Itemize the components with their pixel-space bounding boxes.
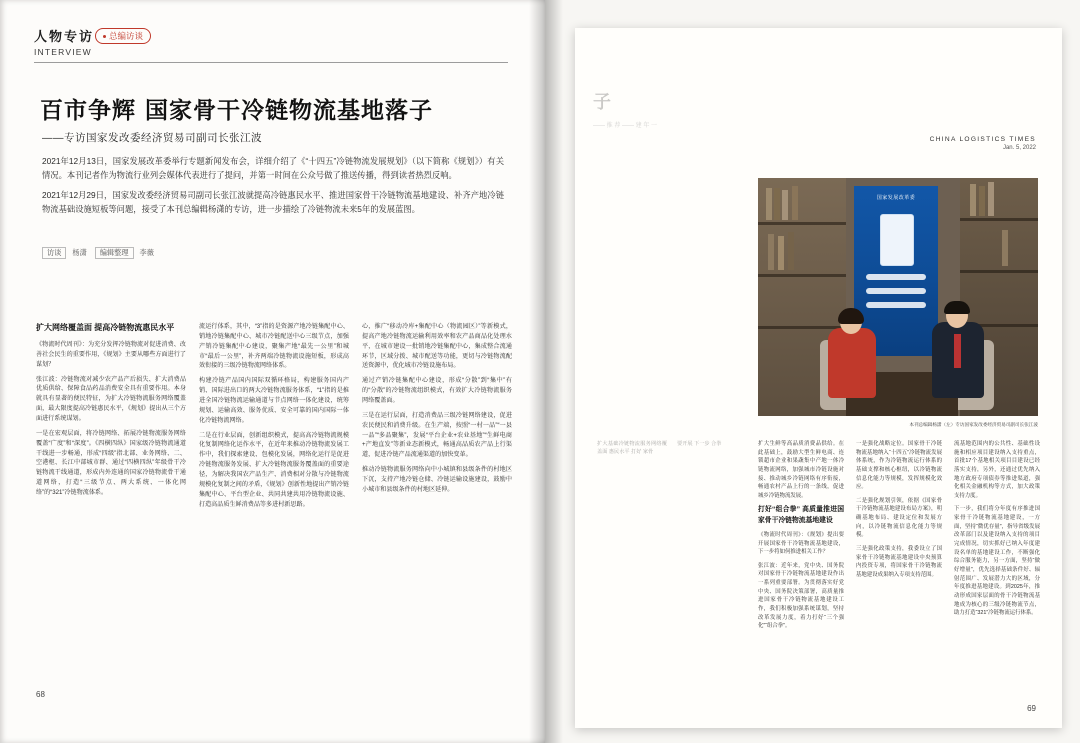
interview-photo bbox=[758, 178, 1038, 416]
body-paragraph: 三是在运行层面，打造消费品三级冷链网络建设，促进农民便民和消费升级。在生产端，按照“一村一品”“一县一品”“多品聚集”，发展“平台企业+农业基地”“生鲜电商+产地直发”等新业态新模式，畅通高品质农产品上行渠道，促进冷链产品流通渠道的加快变革。 bbox=[362, 411, 512, 459]
magazine-date: Jan. 5, 2022 bbox=[1002, 145, 1036, 151]
body-paragraph: 扩大生鲜等高品质消费品供给。在此基础上，鼓励大型生鲜电商、连锁超市企业和果蔬集中产地一体冷链物流网络，加强城市冷链设施对接、推动城乡冷链网络有序衔接，畅通农村产品上行的一条线，促进城乡冷链物流发展。 bbox=[758, 441, 844, 499]
interviewer-person bbox=[826, 302, 878, 398]
credit-label-interviewer: 访谈 bbox=[42, 247, 66, 259]
body-paragraph: 《物流时代周刊》：《规划》提出要开展国家骨干冷链物流基地建设，下一步将如何推进相关工作？ bbox=[758, 531, 844, 556]
section-title-cn: 人物专访 bbox=[34, 29, 95, 44]
right-body-column-1 bbox=[758, 440, 844, 700]
body-paragraph: 三是强化政策支持，我委设立了国家骨干冷链物流基地建设中央预算内投资专项，将国家骨干冷链物流基地建设成果纳入专项支持范围。 bbox=[856, 546, 942, 578]
section-tag-badge bbox=[95, 28, 151, 44]
left-body-columns bbox=[36, 322, 514, 692]
article-subheadline: ——专访国家发改委经济贸易司副司长张江波 bbox=[42, 132, 262, 144]
body-paragraph: 张江波：近年来，党中央、国务院对国家骨干冷链物流基地建设作出一系列重要部署。为贯彻落实好党中央、国务院决策部署，高质量推进国家骨干冷链物流基地建设工作，我们积极加强系统谋划，坚持改革发展力度，着力打好“三个强化”“组合拳”。 bbox=[758, 562, 844, 630]
column-heading: 打好“组合拳” 高质量推进国家骨干冷链物流基地建设 bbox=[758, 506, 844, 524]
body-paragraph: 流基地范围内的公共性、基础性设施和相应项目建设纳入支持重点，首批17个基地相关项目目建设已经落实支持，另外，还通过优先纳入地方政府专项债券等推进渠道，强化相关金融机构等方式，加大政策支持力度。 bbox=[954, 441, 1040, 499]
section-title-en: INTERVIEW bbox=[34, 47, 92, 57]
right-page-content bbox=[575, 28, 1062, 728]
body-paragraph: 一是在宏观层面，将冷链网络、拓展冷链物流服务网络覆盖“广度”和“深度”。《四横四纵》国家级冷链物流通道干线进一步畅通，形成“四级”指北部、业务网络、二、空港枢、长江中部城市群、通过“四横四纵”年级骨干冷链物流干线通道，形成内外连通的国家冷链物流骨干通道网络，打造“三级节点、两大系统、一体化网络”的“321”冷链物流体系。 bbox=[36, 429, 186, 497]
body-column-2 bbox=[199, 322, 349, 692]
credit-value-interviewer: 杨潇 bbox=[72, 248, 87, 257]
interview-section-header bbox=[34, 26, 94, 57]
right-body-column-3 bbox=[954, 440, 1040, 700]
body-paragraph: 通过产销冷链集配中心建设，形成“分散”到“集中”有的“分散”的冷链物流组织模式，有效扩大冷链物流服务网络覆盖面。 bbox=[362, 377, 512, 405]
magazine-name: CHINA LOGISTICS TIMES bbox=[929, 136, 1036, 143]
body-paragraph: 二是强化规划引领，依据《国家骨干冷链物流基地建设布局方案》，明确基地布局、建设定位和发展方向，以冷链物流信息化能力等规模。 bbox=[856, 497, 942, 539]
body-paragraph: 下一步，我们将分年度有序推进国家骨干冷链物流基地建设，一方面，坚持“微优存量”，指导省级发展改革部门以及建设纳入支持的项目完成情况，切实抓好已纳入年度建设名单的基地建设工作，不断强化综合服务能力，另一方面，坚持“做好增量”，优先选择基础条件好、辐射范围广、发展潜力大的区域，分年度推进基地建设。到2025年，推动形成国家层面的骨干冷链物流基地成为核心的三级冷链物流节点，助力打造“321”冷链物流运行体系。 bbox=[954, 506, 1040, 617]
column-heading: 扩大网络覆盖面 提高冷链物流惠民水平 bbox=[36, 323, 175, 332]
body-paragraph: 张江波：冷链物流对减少农产品产后损失、扩大消费品优质供给、保障食品药品消费安全具有重要作用。本身就具有显著的便民特征，为扩大冷链物流服务网络覆盖面，最大限度提高冷链惠民水平，《规划》提出从三个方面进行系统谋划。 bbox=[36, 375, 186, 423]
body-column-1 bbox=[36, 322, 186, 692]
body-paragraph: 《物流时代周刊》：为充分发挥冷链物流对促进消费、改善社会民生的重要作用，《规划》主要从哪些方面进行了谋划？ bbox=[36, 341, 186, 368]
body-paragraph: 流运行体系，其中，“3”指的是资源产地冷链集配中心、销地冷链集配中心、城市冷链配送中心三级节点，加强产销冷链集配中心建设，聚集产地“最先一公里”和城市“最后一公里”，补齐两端冷链物流设施短板，形成高效衔接的三级冷链物流网络体系。 bbox=[199, 323, 349, 370]
bullet-dot-icon bbox=[103, 35, 106, 38]
show-through-headline: 子 bbox=[593, 92, 611, 112]
right-body-column-2 bbox=[856, 440, 942, 700]
show-through-body: —— 推 荐 —— 建 年 一 bbox=[593, 123, 658, 129]
banner-line-1 bbox=[866, 274, 926, 280]
article-headline: 百市争辉 国家骨干冷链物流基地落子 bbox=[40, 98, 434, 124]
body-paragraph: 二是在行业层面，创新组织模式，提高高冷链物流规模化复制网络化运作水平，在近年来推动冷链物流发展工作中，我们探索建设、包模化发展，网络化运行是促进冷链物流服务发展、扩大冷链物流服务覆盖面的重要途径，为解决我国农产品生产、消费相对分散与冷链物流规模化复制之间的矛盾，《规划》创新性地提出产销冷链集配中心、平台型企业、共同共建共用冷链物流设施、打造高品质生鲜消费品等多进村新思路。 bbox=[199, 431, 349, 508]
banner-title: 国家发展改革委 bbox=[876, 195, 916, 201]
right-page-margin-columns bbox=[597, 440, 747, 700]
byline-credit bbox=[42, 247, 342, 259]
body-paragraph: 心，推广“移动冷库+集配中心（物流园区）”等新模式，提高产地冷链物流运输利用效率和农产品商品化处理水平，在城市建设一批销地冷链集配中心，集成整合流通环节，区域分拨、城市配送等功能，更切与冷链物流配送资源中，优化城市冷链设施布局。 bbox=[362, 323, 512, 370]
credit-label-editor: 编辑整理 bbox=[95, 247, 134, 259]
photo-caption: 本刊总编辑杨潇（左）专访国家发改委经济贸易司副司长张江波 bbox=[909, 422, 1038, 427]
right-page bbox=[545, 0, 1080, 743]
body-paragraph: 一是强化战略定位。国家骨干冷链物流基地纳入“十四五”冷链物流发展体系统，作为冷链物流运行体系的基础支撑和核心枢纽，以冷链物流信息化能力等规模，发挥规模化效应。 bbox=[856, 441, 942, 491]
magazine-mark bbox=[930, 136, 1036, 151]
interviewee-person bbox=[930, 294, 986, 398]
show-through-text bbox=[593, 88, 753, 132]
body-paragraph: 构建冷链产品国内国际双循环格局，构建服务国内产销、国际进出口的两大冷链物流服务体系，“1”指的是推进全国冷链物流运输通道与节点网络一体化建设，统筹规划、运输高效、服务优质、安全可靠的国内国际一体化冷链物流网络。 bbox=[199, 377, 349, 424]
banner-phone-graphic bbox=[880, 214, 914, 266]
body-column-3 bbox=[362, 322, 512, 692]
body-paragraph: 推动冷链物流服务网络向中小城镇和县级条件的村地区下沉，支持产地冷链仓储、冷链运输设施建设，鼓励中小城市和县级条件的村地区延伸。 bbox=[362, 466, 512, 493]
margin-column-1: 扩大基础冷链物流服务网络覆盖面 惠民水平 打好 家骨 bbox=[597, 441, 667, 456]
page-number-right: 69 bbox=[1027, 704, 1036, 713]
banner-line-2 bbox=[866, 288, 926, 294]
lead-paragraph: 2021年12月29日，国家发改委经济贸易司副司长张江波就提高冷链惠民水平、推进国家骨干冷链物流基地建设、补齐产地冷链物流基础设施短板等问题，接受了本刊总编辑杨潇的专访，进一步描绘了冷链物流未来5年的发展蓝图。 bbox=[42, 190, 504, 215]
article-lead bbox=[42, 155, 504, 224]
page-number-left: 68 bbox=[36, 690, 45, 699]
header-divider bbox=[34, 62, 508, 63]
right-body-columns bbox=[758, 440, 1042, 700]
section-tag-label: 总编访谈 bbox=[109, 31, 144, 41]
credit-value-editor: 李薇 bbox=[139, 248, 154, 257]
lead-paragraph: 2021年12月13日，国家发展改革委举行专题新闻发布会，详细介绍了《“十四五”冷链物流发展规划》（以下简称《规划》）有关情况。本刊记者作为物流行业列会媒体代表进行了提问，并第一时间在公众号做了推送传播，得到读者热烈反响。 bbox=[42, 156, 504, 180]
margin-column-2: 要开展 下一步 合拳 bbox=[677, 441, 722, 447]
